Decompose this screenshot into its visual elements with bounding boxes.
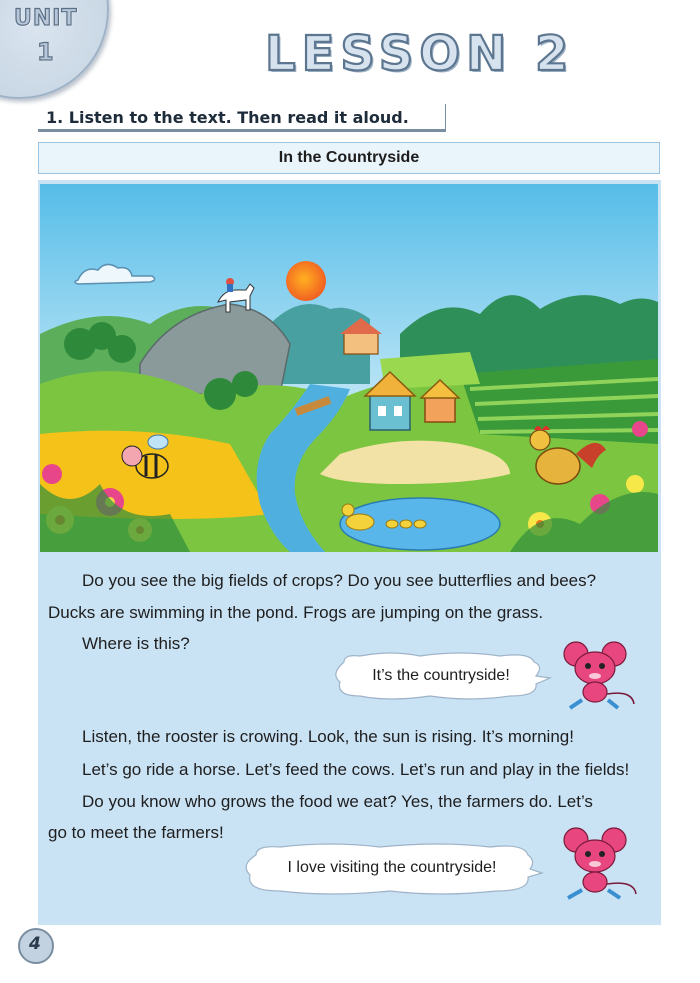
page-number-badge: [17, 927, 55, 965]
unit-label: UNIT: [14, 6, 78, 31]
mouse-character-icon: [562, 640, 638, 712]
page-number: 4: [29, 934, 41, 954]
paragraph-5-line-1: Do you know who grows the food we eat? Yes, the farmers do. Let’s: [82, 792, 593, 811]
mouse-character-icon: [560, 826, 640, 902]
paragraph-4: Let’s go ride a horse. Let’s feed the cows. Let’s run and play in the fields!: [82, 760, 630, 779]
bubble-2-text: I love visiting the countryside!: [287, 859, 497, 876]
bubble-1-text: It’s the countryside!: [372, 667, 510, 684]
lesson-title: LESSON 2: [265, 26, 575, 82]
paragraph-3: Listen, the rooster is crowing. Look, the sun is rising. It’s morning!: [82, 727, 574, 746]
speech-bubble-1: [330, 652, 552, 700]
instruction-box: [38, 104, 446, 132]
sun-icon: [286, 261, 326, 301]
paragraph-2: Where is this?: [82, 634, 190, 653]
unit-number: 1: [37, 38, 54, 66]
speech-bubble-2: [240, 843, 544, 895]
countryside-illustration: [40, 184, 658, 552]
instruction-text: 1. Listen to the text. Then read it aloud.: [46, 108, 409, 127]
story-title: In the Countryside: [278, 149, 420, 166]
story-title-bar: [38, 142, 660, 174]
paragraph-1-line-2: Ducks are swimming in the pond. Frogs are jumping on the grass.: [48, 603, 544, 622]
paragraph-5-line-2: go to meet the farmers!: [48, 823, 224, 842]
paragraph-1-line-1: Do you see the big fields of crops? Do you see butterflies and bees?: [82, 571, 597, 590]
